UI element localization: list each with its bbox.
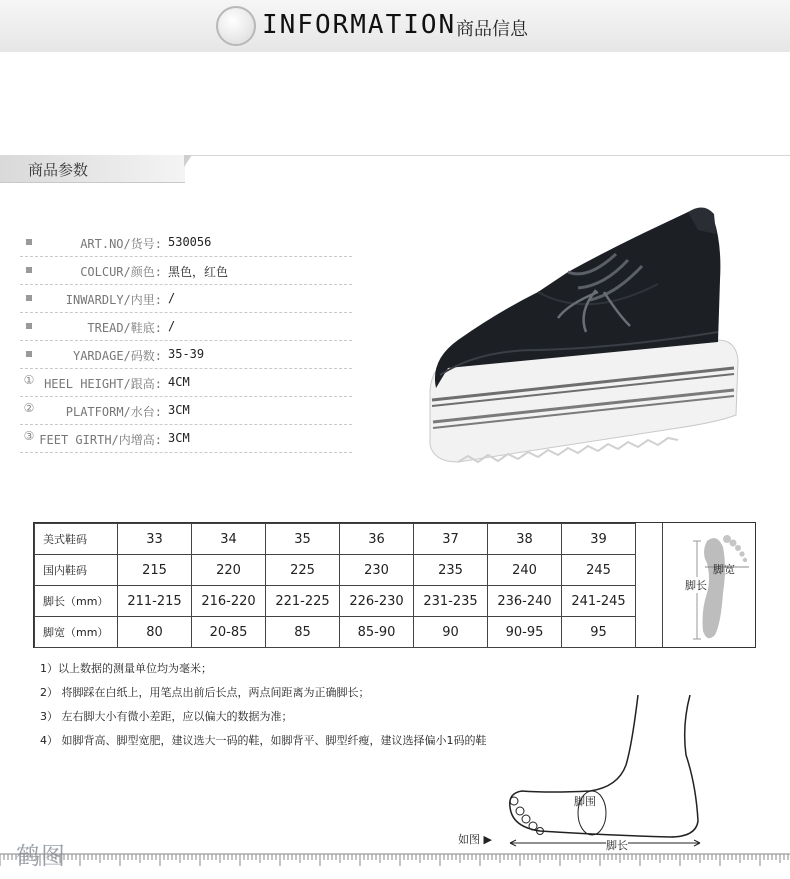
spec-row-heel-height	[20, 369, 352, 397]
spec-row-color	[20, 257, 352, 285]
size-table	[33, 522, 756, 648]
table-cell: 39	[562, 524, 636, 555]
table-cell: 35	[266, 524, 340, 555]
table-cell: 80	[118, 617, 192, 648]
note-2: 2） 将脚踩在白纸上，用笔点出前后长点，两点间距离为正确脚长；	[40, 686, 370, 699]
spec-label: INWARDLY/内里:	[65, 293, 162, 307]
table-cell: 85	[266, 617, 340, 648]
row-header: 美式鞋码	[35, 524, 118, 555]
spec-label: TREAD/鞋底:	[87, 321, 162, 335]
table-cell: 230	[340, 555, 414, 586]
page-header	[0, 0, 790, 52]
spec-label: YARDAGE/码数:	[72, 349, 162, 363]
section-title: 商品参数	[28, 161, 89, 179]
table-cell: 225	[266, 555, 340, 586]
spec-value: 3CM	[168, 431, 190, 445]
row-header: 国内鞋码	[35, 555, 118, 586]
spec-marker: ②	[23, 401, 35, 415]
table-row	[35, 586, 636, 617]
footprint-icon	[663, 523, 756, 647]
spec-value: 530056	[168, 235, 212, 249]
table-cell: 90-95	[488, 617, 562, 648]
table-cell: 215	[118, 555, 192, 586]
watermark-logo: 鹤图	[16, 842, 66, 870]
spec-label: HEEL HEIGHT/跟高:	[44, 377, 162, 391]
spec-row-inwardly	[20, 285, 352, 313]
note-4: 4） 如脚背高、脚型宽肥，建议选大一码的鞋，如脚背平、脚型纤瘦，建议选择偏小1码的鞋	[40, 734, 487, 747]
spec-label: PLATFORM/水台:	[65, 405, 162, 419]
spec-label: ART.NO/货号:	[80, 237, 162, 251]
spec-row-tread	[20, 313, 352, 341]
row-header: 脚宽（mm）	[35, 617, 118, 648]
ruler-bar	[0, 852, 790, 879]
spec-row-feet-girth	[20, 425, 352, 453]
table-cell: 220	[192, 555, 266, 586]
bullet-icon	[26, 267, 32, 273]
note-3: 3） 左右脚大小有微小差距，应以偏大的数据为准；	[40, 710, 293, 723]
spec-marker: ①	[23, 373, 35, 387]
bullet-icon	[26, 239, 32, 245]
spec-label: FEET GIRTH/内增高:	[39, 433, 162, 447]
spec-row-platform	[20, 397, 352, 425]
spec-row-art-no	[20, 229, 352, 257]
spec-value: 3CM	[168, 403, 190, 417]
header-circle-ornament	[216, 6, 256, 46]
table-cell: 211-215	[118, 586, 192, 617]
spec-label: COLCUR/颜色:	[80, 265, 162, 279]
bullet-icon	[26, 351, 32, 357]
spec-marker: ③	[23, 429, 35, 443]
spec-row-yardage	[20, 341, 352, 369]
as-shown-text: 如图	[458, 833, 480, 846]
section-tab-corner	[184, 155, 192, 167]
note-1: 1）以上数据的测量单位均为毫米；	[40, 662, 212, 675]
spec-value: /	[168, 319, 176, 333]
bullet-icon	[26, 323, 32, 329]
shoe-product-image	[418, 200, 748, 470]
table-cell: 231-235	[414, 586, 488, 617]
foot-measure-diagram	[500, 695, 715, 860]
size-grid	[34, 523, 636, 648]
spec-value: 4CM	[168, 375, 190, 389]
foot-length-arrow-label: 脚长	[606, 839, 628, 852]
table-cell: 240	[488, 555, 562, 586]
table-cell: 38	[488, 524, 562, 555]
table-cell: 221-225	[266, 586, 340, 617]
table-cell: 245	[562, 555, 636, 586]
spec-value: 黑色，红色	[168, 265, 229, 279]
bullet-icon	[26, 295, 32, 301]
page-title: INFORMATION	[262, 10, 457, 40]
foot-length-label: 脚长	[685, 579, 707, 592]
table-cell: 235	[414, 555, 488, 586]
table-cell: 36	[340, 524, 414, 555]
foot-width-label: 脚宽	[713, 563, 735, 576]
table-cell: 236-240	[488, 586, 562, 617]
table-cell: 241-245	[562, 586, 636, 617]
as-shown-label: 如图 ▶	[458, 833, 492, 846]
table-row	[35, 617, 636, 648]
table-cell: 90	[414, 617, 488, 648]
spec-value: /	[168, 291, 176, 305]
table-cell: 95	[562, 617, 636, 648]
row-header: 脚长（mm）	[35, 586, 118, 617]
spec-value: 35-39	[168, 347, 205, 361]
table-cell: 20-85	[192, 617, 266, 648]
table-cell: 216-220	[192, 586, 266, 617]
page-subtitle: 商品信息	[456, 19, 528, 40]
foot-measure-cell	[662, 523, 755, 647]
foot-circumference-label: 脚围	[574, 795, 596, 808]
table-cell: 85-90	[340, 617, 414, 648]
table-row	[35, 555, 636, 586]
table-cell: 37	[414, 524, 488, 555]
table-row	[35, 524, 636, 555]
table-cell: 33	[118, 524, 192, 555]
table-cell: 34	[192, 524, 266, 555]
table-cell: 226-230	[340, 586, 414, 617]
